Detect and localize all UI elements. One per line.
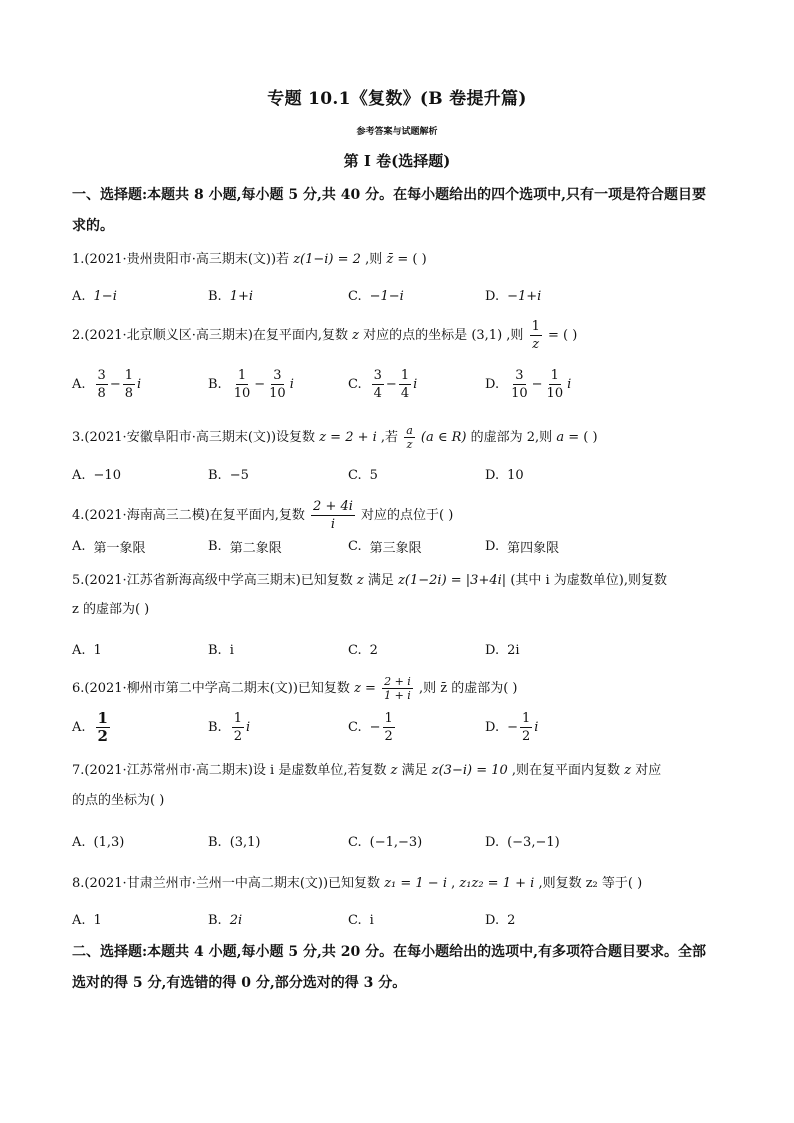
q8-sep: , <box>451 876 456 891</box>
section-1-line2: 求的。 <box>72 218 114 234</box>
q3-source: 3.(2021·安徽阜阳市·高三期末(文))设复数 <box>72 430 316 445</box>
section-1-line1: 一、选择题:本题共 8 小题,每小题 5 分,共 40 分。在每小题给出的四个选项中,只有一项是符合题目要 <box>72 187 706 203</box>
q3-target: a = <box>556 430 580 445</box>
q3-end: ( ) <box>583 430 598 445</box>
q5-option-a[interactable]: A. 1 <box>72 642 102 658</box>
q7-then: ,则在复平面内复数 <box>511 763 621 778</box>
q7-z: z <box>390 763 398 778</box>
page-title: 专题 10.1《复数》(B 卷提升篇) <box>267 89 527 109</box>
q8-source: 8.(2021·甘肃兰州市·兰州一中高二期末(文))已知复数 <box>72 876 381 891</box>
q7-z2: z <box>624 763 632 778</box>
q5-expression: z(1−2i) = |3+4i| <box>398 573 507 588</box>
q2-z: z <box>352 328 360 343</box>
q3-condition: (a ∈ R) <box>420 430 467 445</box>
section-2-line2: 选对的得 5 分,有选错的得 0 分,部分选对的得 3 分。 <box>72 975 407 991</box>
q5-options <box>72 628 732 672</box>
q2-option-d[interactable]: D. 3 10 − $\frac{1}{10}$ i <box>485 367 572 401</box>
q7-options <box>72 820 732 864</box>
q4-option-d[interactable]: D. 第四象限 <box>485 538 560 556</box>
q2-source: 2.(2021·北京顺义区·高三期末)在复平面内,复数 <box>72 328 349 343</box>
q3-option-b[interactable]: B. −5 <box>208 467 249 483</box>
q7-option-c[interactable]: C. (−1,−3) <box>348 834 423 850</box>
q6-lhs: z = <box>354 681 376 696</box>
q3-option-a[interactable]: A. −10 <box>72 467 121 483</box>
q8-option-c[interactable]: C. i <box>348 912 374 928</box>
q2-options <box>72 362 732 406</box>
q5-z: z <box>356 573 364 588</box>
q4-source: 4.(2021·海南高三二模)在复平面内,复数 <box>72 508 305 523</box>
q6-option-a[interactable]: A. 1 2 <box>72 708 108 745</box>
q7-tail: 对应 <box>635 763 662 778</box>
question-2 <box>72 318 752 353</box>
q3-if: ,若 <box>380 430 399 445</box>
q6-source: 6.(2021·柳州市第二中学高二期末(文))已知复数 <box>72 681 350 696</box>
question-7 <box>72 760 752 812</box>
q1-target: z̄ = <box>386 252 409 267</box>
q1-option-c[interactable]: C. −1−i <box>348 288 404 304</box>
q4-fraction: $\frac{2 + 4i}{i}$ <box>313 499 353 532</box>
q1-expression: z(1−i) = 2 <box>293 252 361 267</box>
q1-option-d[interactable]: D. −1+i <box>485 288 542 304</box>
q4-options <box>72 524 732 568</box>
q2-option-a[interactable]: A. 3 8 − $\frac{1}{8}$ i <box>72 367 142 401</box>
q6-end: ,则 z̄ 的虚部为( ) <box>418 681 518 696</box>
question-3 <box>72 424 752 451</box>
q1-option-a[interactable]: A. 1−i <box>72 288 117 304</box>
q8-expression-1: z₁ = 1 − i <box>384 876 447 891</box>
q8-option-a[interactable]: A. 1 <box>72 912 102 928</box>
q4-option-a[interactable]: A. 第一象限 <box>72 538 146 556</box>
q5-option-d[interactable]: D. 2i <box>485 642 520 658</box>
q1-source: 1.(2021·贵州贵阳市·高三期末(文))若 <box>72 252 290 267</box>
q7-mid: 满足 <box>401 763 428 778</box>
page-subtitle: 参考答案与试题解析 <box>356 127 438 137</box>
q8-expression-2: z₁z₂ = 1 + i <box>459 876 535 891</box>
question-5 <box>72 570 752 621</box>
q5-note: (其中 i 为虚数单位),则复数 <box>510 573 668 588</box>
q3-fraction: $\frac{a}{z}$ <box>406 424 413 451</box>
q1-then: ,则 <box>365 252 383 267</box>
volume-heading: 第 I 卷(选择题) <box>343 152 451 170</box>
q2-mid: 对应的点的坐标是 <box>363 328 468 343</box>
q5-mid: 满足 <box>367 573 394 588</box>
section-2-instructions <box>72 937 732 999</box>
q1-options <box>72 274 732 318</box>
question-8 <box>72 873 752 895</box>
q3-option-c[interactable]: C. 5 <box>348 467 378 483</box>
q1-end: ( ) <box>412 252 427 267</box>
q3-mid: 的虚部为 2,则 <box>470 430 553 445</box>
q6-option-d[interactable]: D. − $\frac{1}{2}$ i <box>485 710 539 744</box>
q7-option-a[interactable]: A. (1,3) <box>72 834 125 850</box>
q4-option-b[interactable]: B. 第二象限 <box>208 538 282 556</box>
q8-options <box>72 898 732 942</box>
q1-option-b[interactable]: B. 1+i <box>208 288 254 304</box>
q3-expression: z = 2 + i <box>319 430 377 445</box>
q8-option-b[interactable]: B. 2i <box>208 912 243 928</box>
q2-then: ,则 <box>506 328 524 343</box>
question-6 <box>72 675 752 702</box>
q5-line2: z 的虚部为( ) <box>72 602 150 617</box>
q7-option-d[interactable]: D. (−3,−1) <box>485 834 560 850</box>
q2-option-b[interactable]: B. 1 10 − $\frac{3}{10}$ i <box>208 367 294 401</box>
question-1 <box>72 249 752 271</box>
q5-source: 5.(2021·江苏省新海高级中学高三期末)已知复数 <box>72 573 353 588</box>
q2-coord: (3,1) <box>471 328 503 343</box>
q4-option-c[interactable]: C. 第三象限 <box>348 538 422 556</box>
q3-options <box>72 453 732 497</box>
q4-end: 对应的点位于( ) <box>361 508 454 523</box>
q7-source: 7.(2021·江苏常州市·高二期末)设 i 是虚数单位,若复数 <box>72 763 387 778</box>
section-1-instructions <box>72 180 732 242</box>
q2-option-c[interactable]: C. 3 4 − $\frac{1}{4}$ i <box>348 367 418 401</box>
section-2-line1: 二、选择题:本题共 4 小题,每小题 5 分,共 20 分。在每小题给出的选项中,有多项符合题目要求。全部 <box>72 944 706 960</box>
q8-option-d[interactable]: D. 2 <box>485 912 516 928</box>
q6-fraction: $\frac{2 + i}{1 + i}$ <box>384 675 411 702</box>
q5-option-b[interactable]: B. i <box>208 642 234 658</box>
q6-option-c[interactable]: C. − $\frac{1}{2}$ <box>348 710 393 744</box>
q7-line2: 的点的坐标为( ) <box>72 793 165 808</box>
q5-option-c[interactable]: C. 2 <box>348 642 378 658</box>
q3-option-d[interactable]: D. 10 <box>485 467 524 483</box>
q2-end: = ( ) <box>548 328 578 343</box>
q8-end: ,则复数 z₂ 等于( ) <box>538 876 643 891</box>
q6-option-b[interactable]: B. 1 2 i <box>208 710 251 744</box>
q7-option-b[interactable]: B. (3,1) <box>208 834 261 850</box>
q6-options <box>72 705 732 749</box>
q7-expression: z(3−i) = 10 <box>431 763 508 778</box>
q2-fraction: $\frac{1}{z}$ <box>531 319 540 352</box>
